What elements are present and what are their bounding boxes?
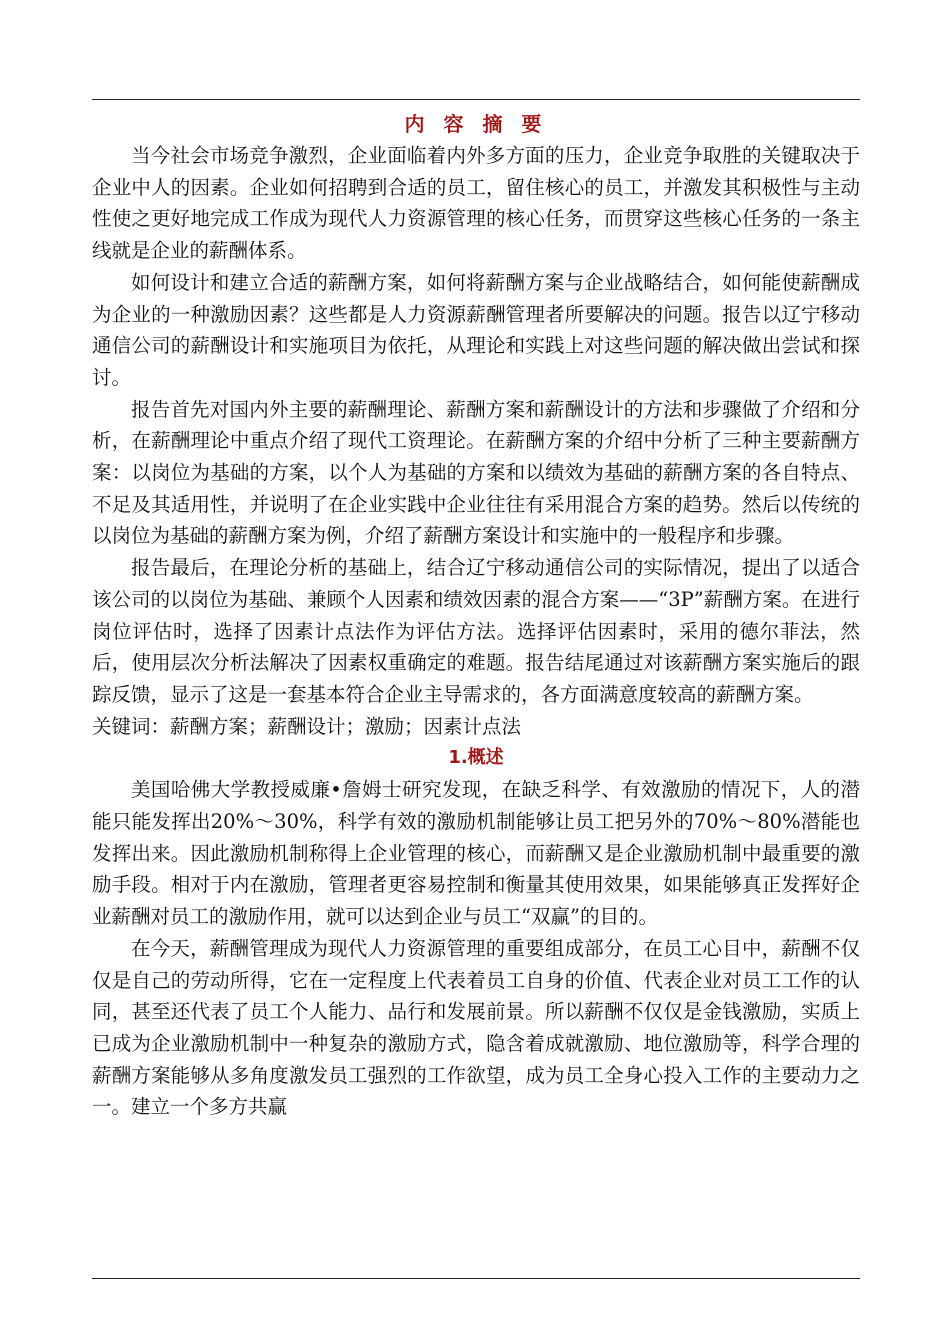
footer-rule xyxy=(92,1278,860,1279)
abstract-paragraph-1: 当今社会市场竞争激烈，企业面临着内外多方面的压力，企业竞争取胜的关键取决于企业中人的因素。企业如何招聘到合适的员工，留住核心的员工，并激发其积极性与主动性使之更好地完成工作成为现代人力资源管理的核心任务，而贯穿这些核心任务的一条主线就是企业的薪酬体系。 xyxy=(92,144,860,263)
overview-paragraph-1: 美国哈佛大学教授威廉•詹姆士研究发现，在缺乏科学、有效激励的情况下，人的潜能只能发挥出20%～30%，科学有效的激励机制能够让员工把另外的70%～80%潜能也发挥出来。因此激励机制称得上企业管理的核心，而薪酬又是企业激励机制中最重要的激励手段。相对于内在激励，管理者更容易控制和衡量其使用效果，如果能够真正发挥好企业薪酬对员工的激励作用，就可以达到企业与员工“双赢”的目的。 xyxy=(92,778,860,929)
document-body xyxy=(92,108,860,1123)
abstract-paragraph-4: 报告最后，在理论分析的基础上，结合辽宁移动通信公司的实际情况，提出了以适合该公司的以岗位为基础、兼顾个人因素和绩效因素的混合方案——“3P”薪酬方案。在进行岗位评估时，选择了因素计点法作为评估方法。选择评估因素时，采用的德尔菲法，然后，使用层次分析法解决了因素权重确定的难题。报告结尾通过对该薪酬方案实施后的跟踪反馈，显示了这是一套基本符合企业主导需求的，各方面满意度较高的薪酬方案。 xyxy=(92,556,860,706)
abstract-paragraph-2: 如何设计和建立合适的薪酬方案，如何将薪酬方案与企业战略结合，如何能使薪酬成为企业的一种激励因素？这些都是人力资源薪酬管理者所要解决的问题。报告以辽宁移动通信公司的薪酬设计和实施项目为依托，从理论和实践上对这些问题的解决做出尝试和探讨。 xyxy=(92,270,860,389)
keywords-line: 关键词：薪酬方案；薪酬设计；激励；因素计点法 xyxy=(92,714,522,738)
abstract-heading: 内 容 摘 要 xyxy=(404,112,548,136)
section-heading-overview: 1.概述 xyxy=(448,747,504,769)
header-rule xyxy=(92,99,860,100)
abstract-paragraph-3: 报告首先对国内外主要的薪酬理论、薪酬方案和薪酬设计的方法和步骤做了介绍和分析，在薪酬理论中重点介绍了现代工资理论。在薪酬方案的介绍中分析了三种主要薪酬方案：以岗位为基础的方案，以个人为基础的方案和以绩效为基础的薪酬方案的各自特点、不足及其适用性，并说明了在企业实践中企业往往有采用混合方案的趋势。然后以传统的以岗位为基础的薪酬方案为例，介绍了薪酬方案设计和实施中的一般程序和步骤。 xyxy=(92,397,860,548)
overview-paragraph-2: 在今天，薪酬管理成为现代人力资源管理的重要组成部分，在员工心目中，薪酬不仅仅是自己的劳动所得，它在一定程度上代表着员工自身的价值、代表企业对员工工作的认同，甚至还代表了员工个人能力、品行和发展前景。所以薪酬不仅仅是金钱激励，实质上已成为企业激励机制中一种复杂的激励方式，隐含着成就激励、地位激励等，科学合理的薪酬方案能够从多角度激发员工强烈的工作欲望，成为员工全身心投入工作的主要动力之一。建立一个多方共赢 xyxy=(92,936,860,1119)
